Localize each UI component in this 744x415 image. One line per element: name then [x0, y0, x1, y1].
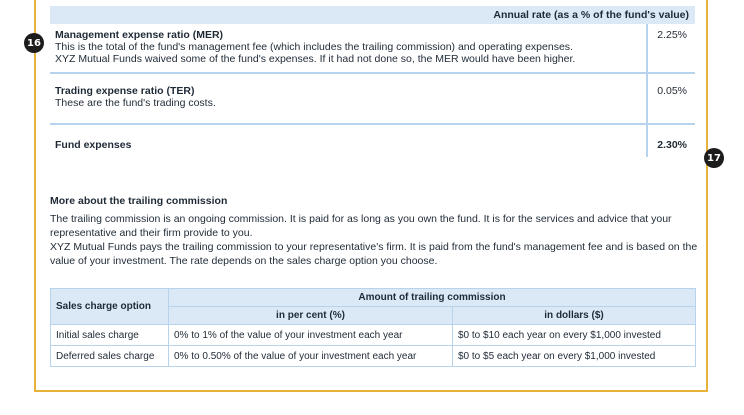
callout-badge-17: 17	[704, 148, 724, 168]
mer-line-2: XYZ Mutual Funds waived some of the fund's expenses. If it had not done so, the MER would have been higher.	[55, 53, 576, 65]
percent-cell: 0% to 1% of the value of your investment each year	[169, 325, 453, 346]
paragraph-1: The trailing commission is an ongoing commission. It is paid for as long as you own the fund. It is for the services and advice that your representative and their firm provide to you.	[50, 213, 672, 239]
mer-title: Management expense ratio (MER)	[55, 29, 224, 41]
fund-expenses-rate: 2.30%	[647, 133, 695, 157]
mer-rate: 2.25%	[647, 24, 695, 73]
option-cell: Deferred sales charge	[51, 346, 169, 367]
ter-line-1: These are the fund's trading costs.	[55, 97, 216, 109]
ter-row	[50, 82, 695, 124]
dollars-header: in dollars ($)	[453, 307, 696, 325]
dollars-cell: $0 to $10 each year on every $1,000 invested	[453, 325, 696, 346]
option-cell: Initial sales charge	[51, 325, 169, 346]
fund-expenses-table	[50, 6, 695, 157]
ter-rate: 0.05%	[647, 82, 695, 124]
percent-header: in per cent (%)	[169, 307, 453, 325]
annual-rate-header: Annual rate (as a % of the fund's value)	[50, 6, 695, 24]
fund-expenses-total-row	[50, 133, 695, 157]
callout-badge-16: 16	[24, 33, 44, 53]
mer-description	[50, 24, 647, 73]
section-title: More about the trailing commission	[50, 195, 228, 207]
table-row	[51, 346, 696, 367]
trailing-commission-table	[50, 288, 696, 367]
sales-charge-option-header: Sales charge option	[51, 289, 169, 325]
mer-line-1: This is the total of the fund's management fee (which includes the trailing commission) and operating expenses.	[55, 41, 573, 53]
fund-expenses-header-row	[50, 6, 695, 24]
table-row	[51, 325, 696, 346]
dollars-cell: $0 to $5 each year on every $1,000 invested	[453, 346, 696, 367]
percent-cell: 0% to 0.50% of the value of your investment each year	[169, 346, 453, 367]
mer-row	[50, 24, 695, 73]
amount-header: Amount of trailing commission	[169, 289, 696, 307]
ter-description	[50, 82, 647, 124]
trailing-commission-section	[50, 194, 700, 268]
paragraph-2: XYZ Mutual Funds pays the trailing commission to your representative's firm. It is paid from the fund's management fee and is based on the value of your investment. The rate depends on the sales charge option you choose.	[50, 241, 698, 267]
fund-expenses-label: Fund expenses	[55, 139, 132, 151]
ter-title: Trading expense ratio (TER)	[55, 85, 195, 97]
